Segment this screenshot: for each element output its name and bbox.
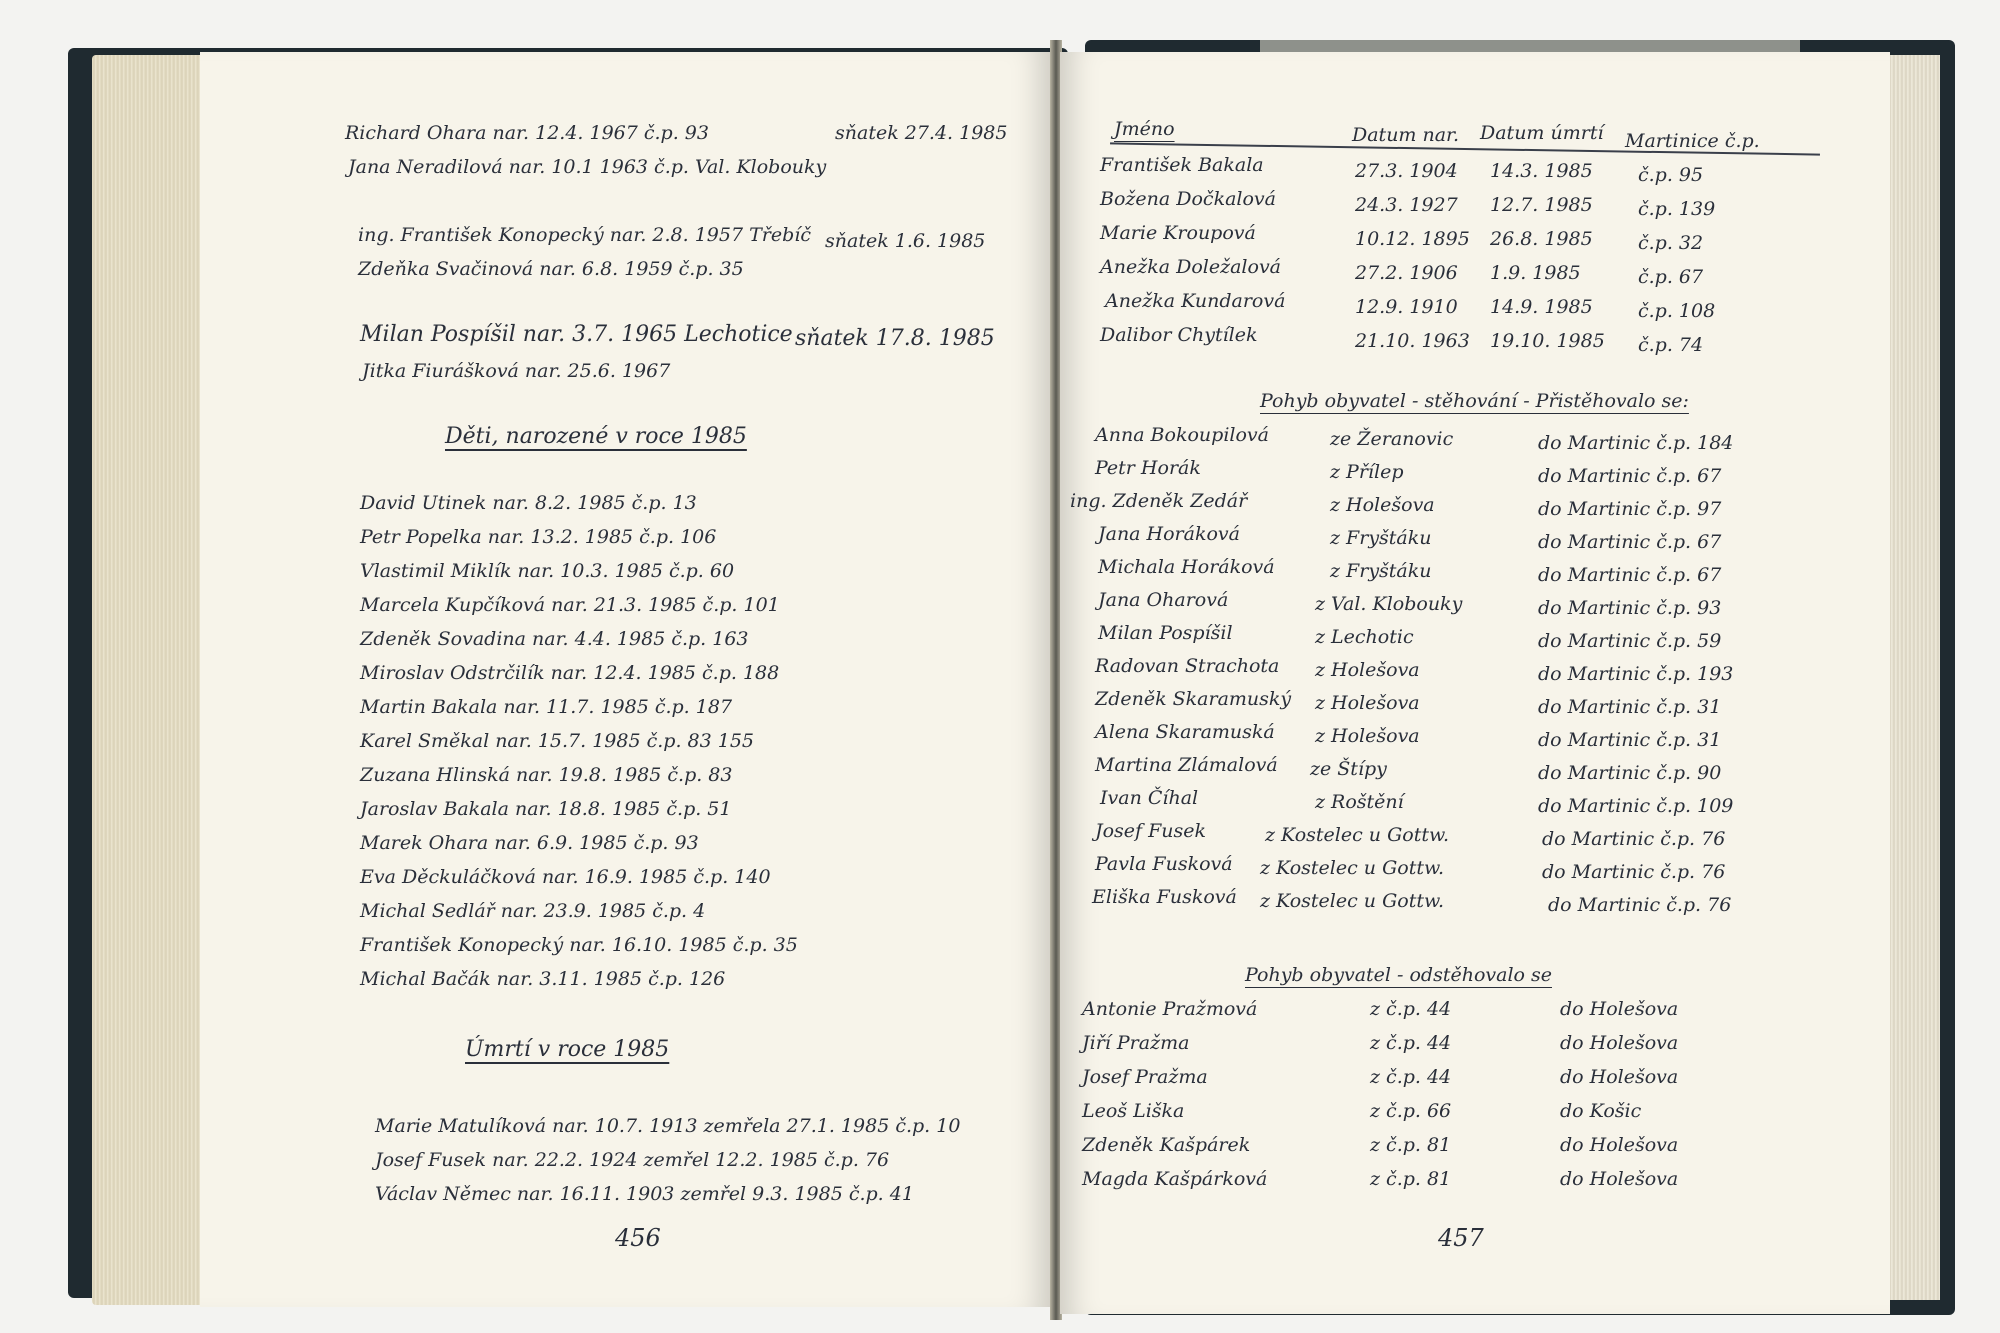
- moved-in-name: Jana Horáková: [1098, 523, 1240, 545]
- moved-in-from: z Fryštáku: [1330, 560, 1432, 582]
- birth-entry: Jaroslav Bakala nar. 18.8. 1985 č.p. 51: [360, 798, 732, 820]
- moved-in-name: Alena Skaramuská: [1095, 721, 1275, 743]
- death-entry: Václav Němec nar. 16.11. 1903 zemřel 9.3. 1985 č.p. 41: [375, 1183, 914, 1205]
- births-heading: Děti, narozené v roce 1985: [445, 424, 747, 449]
- moved-in-name: Radovan Strachota: [1095, 655, 1280, 677]
- moved-out-to: do Holešova: [1560, 1134, 1679, 1156]
- moved-in-to: do Martinic č.p. 67: [1538, 465, 1722, 487]
- death-row-died: 19.10. 1985: [1490, 330, 1605, 352]
- moved-in-name: Anna Bokoupilová: [1095, 424, 1269, 446]
- birth-entry: Zdeněk Sovadina nar. 4.4. 1985 č.p. 163: [360, 628, 749, 650]
- moved-in-from: ze Štípy: [1310, 758, 1387, 780]
- marriage-line: ing. František Konopecký nar. 2.8. 1957 Třebíč: [358, 224, 811, 246]
- moved-in-from: z Přílep: [1330, 461, 1404, 483]
- death-row-died: 12.7. 1985: [1490, 194, 1593, 216]
- moved-out-to: do Holešova: [1560, 1168, 1679, 1190]
- moved-in-to: do Martinic č.p. 109: [1538, 795, 1734, 817]
- moved-out-to: do Holešova: [1560, 1032, 1679, 1054]
- moved-in-from: z Kostelec u Gottw.: [1260, 890, 1445, 912]
- moved-in-from: z Lechotic: [1315, 626, 1414, 648]
- moved-out-to: do Košic: [1560, 1100, 1642, 1122]
- death-row-house: č.p. 95: [1638, 164, 1704, 186]
- moved-out-name: Jiří Pražma: [1082, 1032, 1190, 1054]
- column-header-name: Jméno: [1114, 118, 1175, 140]
- moved-out-name: Zdeněk Kašpárek: [1082, 1134, 1251, 1156]
- death-row-died: 1.9. 1985: [1490, 262, 1581, 284]
- moved-in-from: z Holešova: [1330, 494, 1435, 516]
- birth-entry: Marek Ohara nar. 6.9. 1985 č.p. 93: [360, 832, 699, 854]
- moved-out-to: do Holešova: [1560, 1066, 1679, 1088]
- page-edges-left: [92, 55, 204, 1305]
- marriage-line: Milan Pospíšil nar. 3.7. 1965 Lechotice: [360, 322, 793, 347]
- deaths-heading: Úmrtí v roce 1985: [465, 1037, 670, 1062]
- page-number: 456: [615, 1224, 661, 1252]
- column-header-house: Martinice č.p.: [1625, 130, 1760, 152]
- moved-in-from: z Holešova: [1315, 725, 1420, 747]
- moved-in-to: do Martinic č.p. 90: [1538, 762, 1722, 784]
- marriage-date: sňatek 17.8. 1985: [795, 326, 995, 351]
- moved-in-to: do Martinic č.p. 93: [1538, 597, 1722, 619]
- moved-in-name: Michala Horáková: [1098, 556, 1275, 578]
- moved-in-to: do Martinic č.p. 76: [1542, 828, 1726, 850]
- birth-entry: Vlastimil Miklík nar. 10.3. 1985 č.p. 60: [360, 560, 735, 582]
- death-row-name: Marie Kroupová: [1100, 222, 1256, 244]
- death-row-house: č.p. 32: [1638, 232, 1704, 254]
- moved-in-to: do Martinic č.p. 67: [1538, 531, 1722, 553]
- moved-out-from: z č.p. 81: [1370, 1134, 1452, 1156]
- right-page: [1060, 52, 1890, 1314]
- marriage-line: Zdeňka Svačinová nar. 6.8. 1959 č.p. 35: [358, 258, 744, 280]
- death-row-house: č.p. 74: [1638, 334, 1704, 356]
- moved-in-from: ze Žeranovic: [1330, 428, 1454, 450]
- moved-out-name: Antonie Pražmová: [1082, 998, 1258, 1020]
- moved-in-to: do Martinic č.p. 67: [1538, 564, 1722, 586]
- death-row-born: 21.10. 1963: [1355, 330, 1470, 352]
- moved-in-from: z Fryštáku: [1330, 527, 1432, 549]
- column-header-died: Datum úmrtí: [1480, 122, 1604, 144]
- moved-out-name: Magda Kašpárková: [1082, 1168, 1268, 1190]
- death-entry: Marie Matulíková nar. 10.7. 1913 zemřela 27.1. 1985 č.p. 10: [375, 1115, 961, 1137]
- moved-in-name: ing. Zdeněk Zedář: [1070, 490, 1248, 512]
- birth-entry: Petr Popelka nar. 13.2. 1985 č.p. 106: [360, 526, 717, 548]
- moved-in-name: Josef Fusek: [1095, 820, 1207, 842]
- birth-entry: Karel Směkal nar. 15.7. 1985 č.p. 83 155: [360, 730, 755, 752]
- moved-out-name: Leoš Liška: [1082, 1100, 1185, 1122]
- birth-entry: Michal Bačák nar. 3.11. 1985 č.p. 126: [360, 968, 726, 990]
- moved-out-from: z č.p. 44: [1370, 1032, 1452, 1054]
- moved-in-name: Pavla Fusková: [1095, 853, 1233, 875]
- marriage-date: sňatek 1.6. 1985: [825, 230, 986, 252]
- moved-out-from: z č.p. 44: [1370, 998, 1452, 1020]
- death-row-born: 10.12. 1895: [1355, 228, 1470, 250]
- birth-entry: Zuzana Hlinská nar. 19.8. 1985 č.p. 83: [360, 764, 733, 786]
- death-entry: Josef Fusek nar. 22.2. 1924 zemřel 12.2. 1985 č.p. 76: [375, 1149, 890, 1171]
- death-row-died: 14.3. 1985: [1490, 160, 1593, 182]
- death-row-house: č.p. 67: [1638, 266, 1704, 288]
- column-header-born: Datum nar.: [1352, 124, 1460, 146]
- moved-in-to: do Martinic č.p. 76: [1548, 894, 1732, 916]
- marriage-line: Jitka Fiurášková nar. 25.6. 1967: [362, 360, 671, 382]
- death-row-house: č.p. 139: [1638, 198, 1716, 220]
- moved-in-name: Martina Zlámalová: [1095, 754, 1278, 776]
- moved-in-name: Ivan Číhal: [1100, 787, 1199, 809]
- birth-entry: Miroslav Odstrčilík nar. 12.4. 1985 č.p. 188: [360, 662, 780, 684]
- moved-out-from: z č.p. 81: [1370, 1168, 1452, 1190]
- moved-in-heading: Pohyb obyvatel - stěhování - Přistěhovalo se:: [1260, 390, 1689, 412]
- moved-in-name: Jana Oharová: [1098, 589, 1229, 611]
- birth-entry: Marcela Kupčíková nar. 21.3. 1985 č.p. 101: [360, 594, 780, 616]
- moved-in-name: Zdeněk Skaramuský: [1095, 688, 1292, 710]
- moved-out-name: Josef Pražma: [1082, 1066, 1208, 1088]
- death-row-born: 27.3. 1904: [1355, 160, 1458, 182]
- death-row-died: 26.8. 1985: [1490, 228, 1593, 250]
- death-row-born: 12.9. 1910: [1355, 296, 1458, 318]
- moved-in-from: z Roštění: [1315, 791, 1404, 813]
- moved-in-from: z Kostelec u Gottw.: [1260, 857, 1445, 879]
- death-row-died: 14.9. 1985: [1490, 296, 1593, 318]
- death-row-born: 24.3. 1927: [1355, 194, 1458, 216]
- death-row-house: č.p. 108: [1638, 300, 1716, 322]
- death-row-name: Dalibor Chytílek: [1100, 324, 1258, 346]
- death-row-name: Anežka Kundarová: [1105, 290, 1286, 312]
- moved-in-from: z Val. Klobouky: [1315, 593, 1463, 615]
- moved-in-from: z Kostelec u Gottw.: [1265, 824, 1450, 846]
- moved-in-to: do Martinic č.p. 193: [1538, 663, 1734, 685]
- moved-in-to: do Martinic č.p. 31: [1538, 696, 1722, 718]
- moved-in-name: Petr Horák: [1095, 457, 1201, 479]
- birth-entry: Eva Děckuláčková nar. 16.9. 1985 č.p. 140: [360, 866, 771, 888]
- moved-in-to: do Martinic č.p. 97: [1538, 498, 1722, 520]
- death-row-name: František Bakala: [1100, 154, 1264, 176]
- birth-entry: Martin Bakala nar. 11.7. 1985 č.p. 187: [360, 696, 733, 718]
- birth-entry: Michal Sedlář nar. 23.9. 1985 č.p. 4: [360, 900, 706, 922]
- marriage-line: Jana Neradilová nar. 10.1 1963 č.p. Val. Klobouky: [348, 156, 827, 178]
- moved-in-to: do Martinic č.p. 31: [1538, 729, 1722, 751]
- moved-in-to: do Martinic č.p. 76: [1542, 861, 1726, 883]
- moved-out-heading: Pohyb obyvatel - odstěhovalo se: [1245, 964, 1552, 986]
- moved-out-to: do Holešova: [1560, 998, 1679, 1020]
- moved-in-to: do Martinic č.p. 59: [1538, 630, 1722, 652]
- moved-in-to: do Martinic č.p. 184: [1538, 432, 1734, 454]
- moved-in-name: Milan Pospíšil: [1098, 622, 1233, 644]
- moved-in-from: z Holešova: [1315, 659, 1420, 681]
- left-page: [200, 52, 1050, 1307]
- birth-entry: David Utinek nar. 8.2. 1985 č.p. 13: [360, 492, 697, 514]
- death-row-born: 27.2. 1906: [1355, 262, 1458, 284]
- page-number: 457: [1438, 1224, 1484, 1252]
- birth-entry: František Konopecký nar. 16.10. 1985 č.p. 35: [360, 934, 798, 956]
- moved-out-from: z č.p. 66: [1370, 1100, 1452, 1122]
- death-row-name: Anežka Doležalová: [1100, 256, 1282, 278]
- marriage-line: Richard Ohara nar. 12.4. 1967 č.p. 93: [345, 122, 709, 144]
- death-row-name: Božena Dočkalová: [1100, 188, 1276, 210]
- moved-in-name: Eliška Fusková: [1092, 886, 1237, 908]
- moved-in-from: z Holešova: [1315, 692, 1420, 714]
- marriage-date: sňatek 27.4. 1985: [835, 122, 1008, 144]
- moved-out-from: z č.p. 44: [1370, 1066, 1452, 1088]
